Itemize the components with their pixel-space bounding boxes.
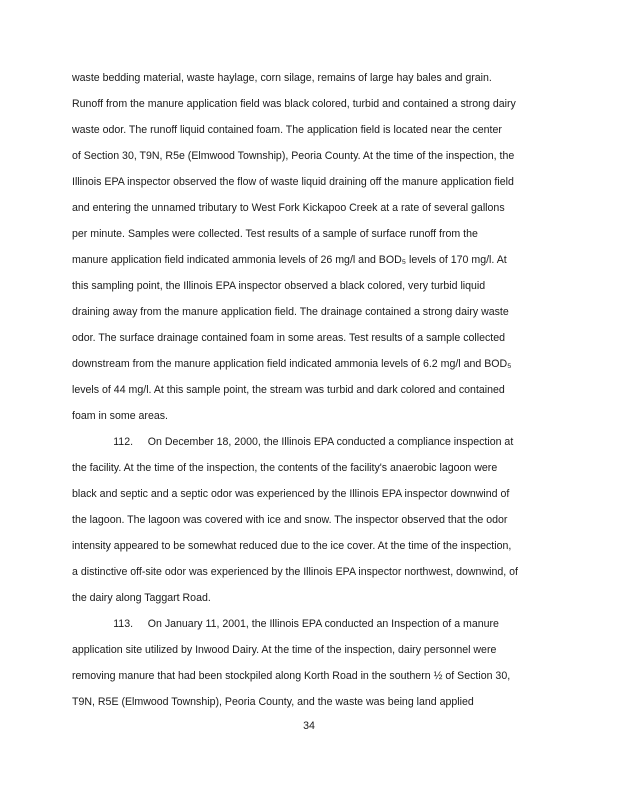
body-line: intensity appeared to be somewhat reduced due to the ice cover. At the time of the inspection,: [72, 540, 512, 552]
page-number: 34: [303, 720, 315, 732]
body-line: draining away from the manure application field. The drainage contained a strong dairy waste: [72, 306, 509, 318]
body-line: application site utilized by Inwood Dairy. At the time of the inspection, dairy personnel were: [72, 644, 497, 656]
body-line: a distinctive off-site odor was experienced by the Illinois EPA inspector northwest, downwind, of: [72, 566, 518, 578]
body-line: black and septic and a septic odor was experienced by the Illinois EPA inspector downwind of: [72, 488, 510, 500]
paragraph-112-start: 112. On December 18, 2000, the Illinois EPA conducted a compliance inspection at: [72, 436, 514, 448]
body-line: foam in some areas.: [72, 410, 168, 422]
body-line: the lagoon. The lagoon was covered with ice and snow. The inspector observed that the odor: [72, 514, 508, 526]
body-line: this sampling point, the Illinois EPA inspector observed a black colored, very turbid liquid: [72, 280, 486, 292]
body-line: downstream from the manure application field indicated ammonia levels of 6.2 mg/l and BOD₅: [72, 358, 512, 370]
body-line: of Section 30, T9N, R5e (Elmwood Township), Peoria County. At the time of the inspection, the: [72, 150, 515, 162]
body-line: and entering the unnamed tributary to West Fork Kickapoo Creek at a rate of several gallons: [72, 202, 505, 214]
body-line: odor. The surface drainage contained foam in some areas. Test results of a sample collected: [72, 332, 506, 344]
body-line: manure application field indicated ammonia levels of 26 mg/l and BOD₅ levels of 170 mg/l. At: [72, 254, 507, 266]
body-line: waste odor. The runoff liquid contained foam. The application field is located near the center: [72, 124, 502, 136]
body-line: levels of 44 mg/l. At this sample point, the stream was turbid and dark colored and contained: [72, 384, 505, 396]
body-line: removing manure that had been stockpiled along Korth Road in the southern ½ of Section 30,: [72, 670, 511, 682]
body-line: per minute. Samples were collected. Test results of a sample of surface runoff from the: [72, 228, 478, 240]
body-line: the facility. At the time of the inspection, the contents of the facility's anaerobic lagoon were: [72, 462, 498, 474]
body-line: T9N, R5E (Elmwood Township), Peoria County, and the waste was being land applied: [72, 696, 474, 708]
paragraph-113-start: 113. On January 11, 2001, the Illinois EPA conducted an Inspection of a manure: [72, 618, 499, 630]
body-line: Runoff from the manure application field was black colored, turbid and contained a strong dairy: [72, 98, 516, 110]
body-line: the dairy along Taggart Road.: [72, 592, 211, 604]
body-line: waste bedding material, waste haylage, corn silage, remains of large hay bales and grain.: [72, 72, 492, 84]
body-line: Illinois EPA inspector observed the flow of waste liquid draining off the manure application field: [72, 176, 514, 188]
